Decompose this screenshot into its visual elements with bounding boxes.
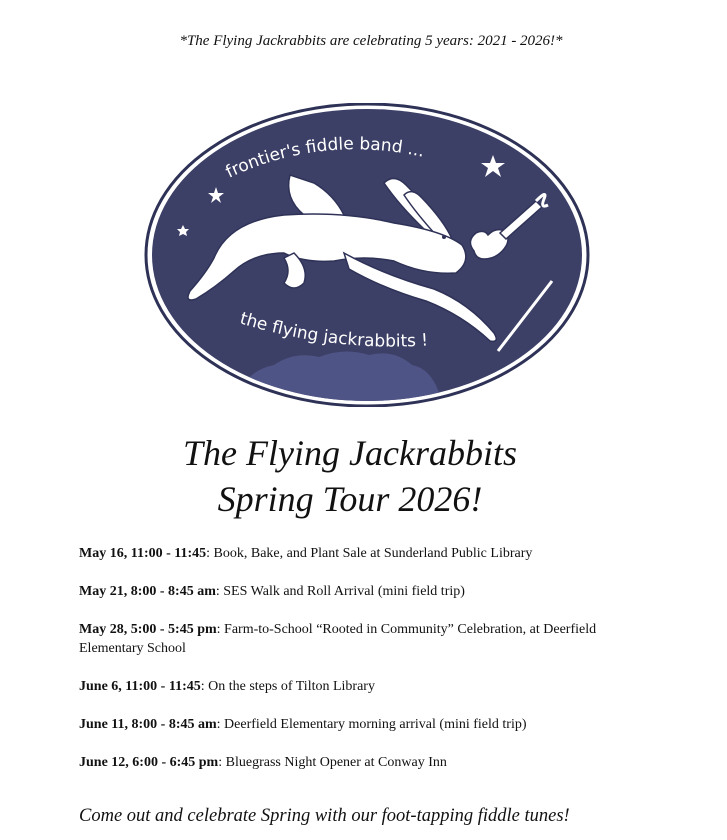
title-line-1: The Flying Jackrabbits [183,433,517,473]
logo-bottom-text: the flying jackrabbits ! [237,308,429,352]
logo-top-text: frontier's fiddle band ... [222,134,427,183]
event-description: : On the steps of Tilton Library [200,679,375,694]
title-line-2: Spring Tour 2026! [217,479,483,519]
event-date: June 12, 6:00 - 6:45 pm [79,755,219,770]
jackrabbit-logo-illustration [144,103,590,407]
event-list [79,544,639,791]
event-description: : Book, Bake, and Plant Sale at Sunderland Public Library [206,546,533,561]
event-item [79,753,639,772]
event-date: June 6, 11:00 - 11:45 [79,679,201,694]
event-item [79,582,639,601]
band-logo [144,103,590,407]
page-title [0,430,700,522]
event-item [79,620,639,658]
event-item [79,715,639,734]
event-date: May 28, 5:00 - 5:45 pm [79,622,217,637]
event-date: May 21, 8:00 - 8:45 am [79,584,216,599]
event-date: June 11, 8:00 - 8:45 am [79,717,217,732]
event-description: : Bluegrass Night Opener at Conway Inn [218,755,447,770]
event-item [79,677,639,696]
event-description: : SES Walk and Roll Arrival (mini field trip) [215,584,465,599]
event-description: : Deerfield Elementary morning arrival (mini field trip) [216,717,527,732]
event-description: : Farm-to-School “Rooted in Community” Celebration, at Deerfield Elementary School [79,622,597,656]
anniversary-banner: *The Flying Jackrabbits are celebrating 5 years: 2021 - 2026!* [179,33,563,49]
event-date: May 16, 11:00 - 11:45 [79,546,207,561]
closing-invitation: Come out and celebrate Spring with our foot-tapping fiddle tunes! [79,806,570,826]
event-item [79,544,639,563]
